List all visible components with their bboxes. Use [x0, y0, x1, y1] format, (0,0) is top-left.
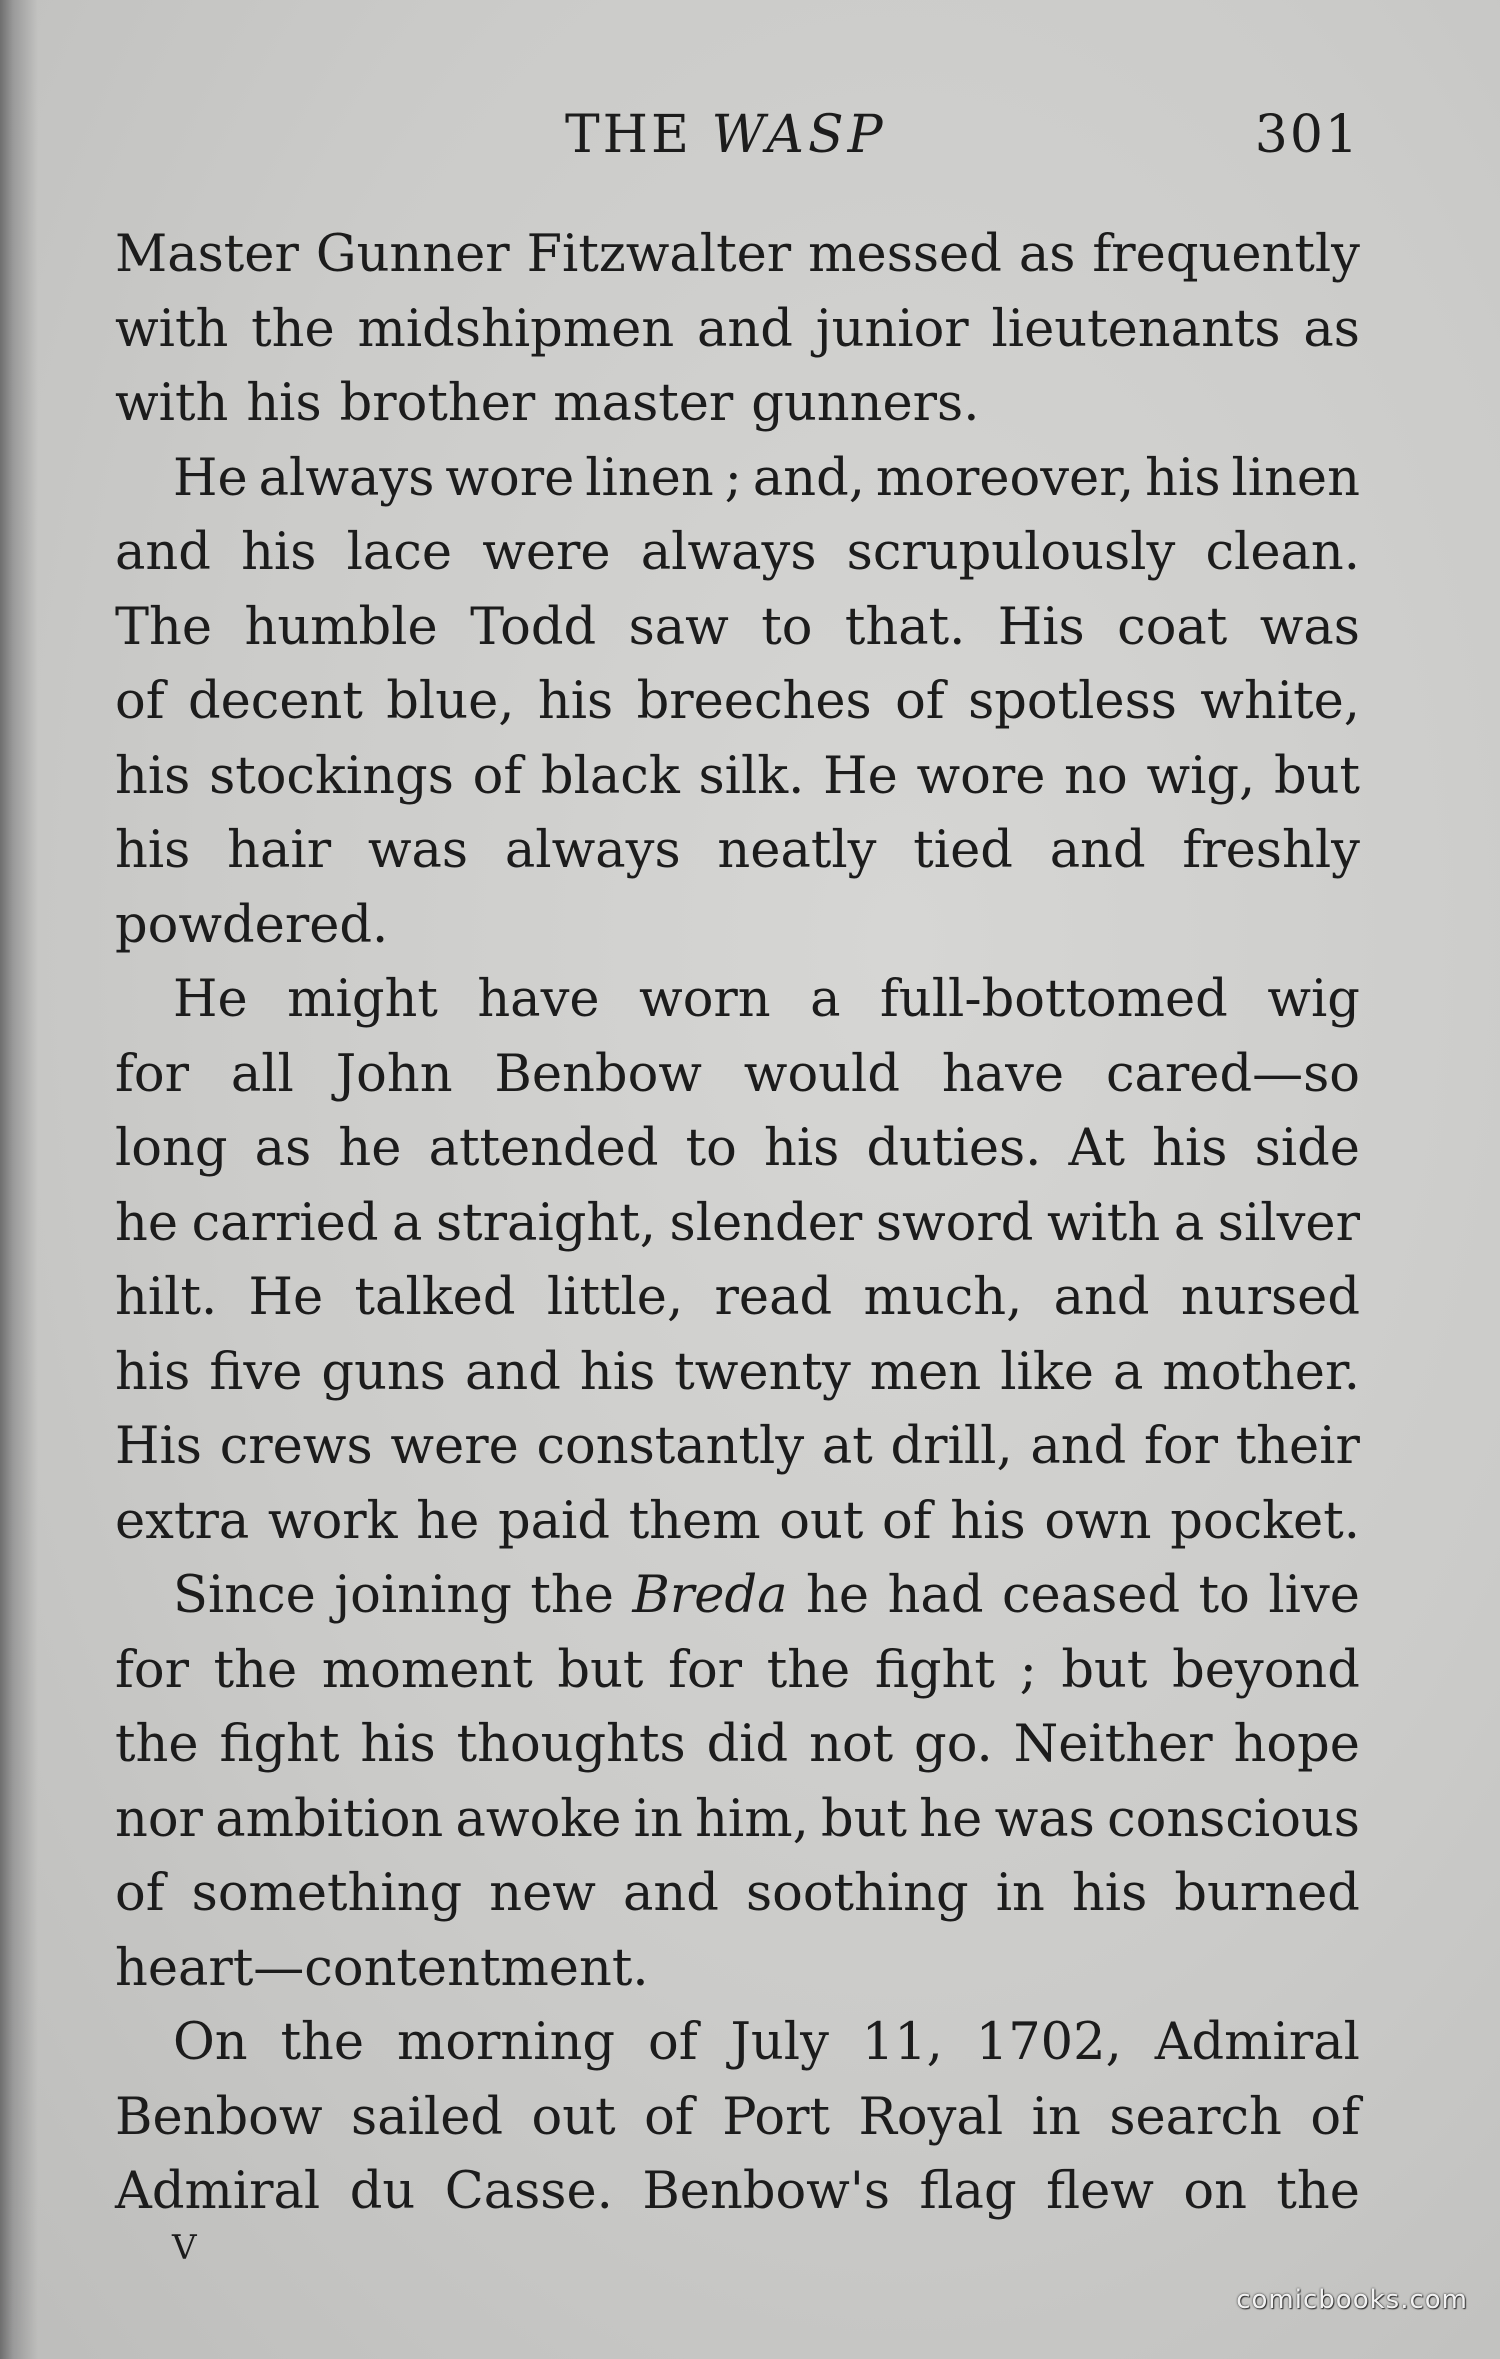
word: and,	[752, 448, 865, 508]
word: flew	[1046, 2162, 1154, 2221]
word: gunners.	[751, 374, 980, 433]
word: have	[477, 970, 600, 1029]
word: and	[1049, 821, 1146, 880]
word: and	[1053, 1268, 1150, 1327]
word: extra	[115, 1491, 250, 1551]
word: beyond	[1172, 1640, 1360, 1700]
word: was	[367, 821, 469, 880]
word: His	[997, 597, 1085, 657]
word: Benbow	[494, 1044, 702, 1104]
word: as	[1303, 299, 1360, 359]
text-line	[115, 889, 1360, 964]
word: always	[258, 448, 435, 508]
word: but	[1273, 746, 1360, 806]
word: guns	[321, 1342, 446, 1402]
word: five	[209, 1342, 303, 1402]
word: a	[392, 1193, 423, 1253]
word: his	[360, 1715, 436, 1774]
word: silver	[1217, 1193, 1360, 1253]
word: ambition	[215, 1789, 444, 1849]
word: out	[779, 1491, 864, 1551]
word: flag	[919, 2162, 1017, 2221]
word: du	[349, 2162, 416, 2221]
word: the	[530, 1566, 614, 1625]
word: as	[1018, 225, 1076, 284]
word: his	[764, 1119, 840, 1178]
text-line	[115, 1857, 1360, 1932]
text-line	[115, 293, 1360, 368]
word: for	[115, 1044, 189, 1104]
word: moreover,	[875, 448, 1135, 508]
word: brother	[339, 374, 536, 433]
word: go.	[914, 1715, 993, 1774]
word: heart—contentment.	[115, 1938, 649, 1998]
word: hilt.	[115, 1268, 218, 1327]
word: own	[1044, 1491, 1152, 1551]
word: moment	[321, 1640, 533, 1700]
word: frequently	[1092, 225, 1360, 284]
word: junior	[815, 299, 969, 359]
word: all	[230, 1044, 294, 1104]
word: had	[887, 1566, 984, 1625]
word: would	[743, 1044, 900, 1104]
word: drill,	[890, 1417, 1013, 1476]
word: crews	[219, 1417, 373, 1476]
word: conscious	[1107, 1789, 1360, 1849]
word: of	[882, 1491, 932, 1551]
word: breeches	[636, 672, 872, 731]
word: was	[1259, 597, 1360, 657]
word: his	[1071, 1864, 1148, 1923]
word: 11,	[861, 2013, 943, 2072]
text-line	[115, 591, 1360, 666]
page-header	[115, 100, 1360, 170]
word: fight	[874, 1640, 995, 1700]
word: Admiral	[1154, 2013, 1360, 2072]
word: wig	[1267, 970, 1360, 1029]
word: morning	[396, 2013, 616, 2072]
word: new	[489, 1864, 596, 1923]
word: of	[472, 746, 523, 806]
word: side	[1254, 1119, 1360, 1178]
word: coat	[1117, 597, 1228, 657]
word: his	[950, 1491, 1026, 1551]
word: stockings	[209, 746, 454, 806]
word: as	[254, 1119, 312, 1178]
word: Benbow	[115, 2087, 323, 2147]
word: of	[1310, 2087, 1360, 2147]
text-line	[115, 1336, 1360, 1411]
word: he	[338, 1119, 402, 1178]
word: to	[685, 1119, 737, 1178]
word: decent	[187, 672, 363, 731]
word: out	[531, 2087, 616, 2147]
word: freshly	[1182, 821, 1360, 880]
word: a	[1112, 1342, 1144, 1402]
word: his	[579, 1342, 656, 1402]
word: with	[115, 299, 229, 359]
word: no	[1064, 746, 1128, 806]
word: sailed	[351, 2087, 504, 2147]
word: saw	[628, 597, 729, 657]
word: hair	[227, 821, 332, 880]
word: him,	[695, 1789, 809, 1849]
word: nursed	[1180, 1268, 1360, 1327]
watermark: comicbooks.com	[1236, 2285, 1468, 2315]
word: He	[248, 1268, 324, 1327]
word: did	[706, 1715, 789, 1774]
word: He	[173, 970, 248, 1029]
signature-mark: V	[172, 2228, 197, 2268]
word: his	[241, 523, 317, 582]
word: his	[1145, 448, 1221, 508]
word: he	[919, 1789, 983, 1849]
word: Port	[722, 2087, 831, 2147]
word: spotless	[968, 672, 1177, 731]
word: and	[464, 1342, 561, 1402]
word: thoughts	[456, 1715, 686, 1774]
word: slender	[669, 1193, 863, 1253]
word: the	[115, 1715, 199, 1774]
word: On	[173, 2013, 248, 2072]
word: like	[1000, 1342, 1094, 1402]
word: At	[1068, 1119, 1125, 1178]
word: his	[246, 374, 322, 433]
text-line	[115, 1634, 1360, 1709]
word: were	[482, 523, 611, 582]
gutter-shadow	[0, 0, 38, 2359]
word: might	[287, 970, 438, 1029]
word: Gunner	[315, 225, 510, 284]
word: with	[1046, 1193, 1161, 1253]
word: for	[115, 1640, 189, 1700]
word: Fitzwalter	[526, 225, 792, 284]
page-number: 301	[1254, 105, 1360, 165]
word: John	[335, 1044, 453, 1104]
word: mother.	[1162, 1342, 1360, 1402]
word: he	[806, 1566, 870, 1625]
text-line	[115, 2006, 1360, 2081]
word: Since	[173, 1566, 316, 1625]
word: their	[1235, 1417, 1360, 1476]
word: the	[766, 1640, 851, 1700]
word: and	[697, 299, 793, 359]
word: little,	[546, 1268, 684, 1327]
text-line	[115, 1485, 1360, 1560]
word: straight,	[436, 1193, 656, 1253]
word: black	[540, 746, 680, 806]
text-line	[115, 1261, 1360, 1336]
word: clean.	[1205, 523, 1360, 582]
word: read	[714, 1268, 833, 1327]
word: his	[115, 1342, 191, 1402]
word: He	[823, 746, 898, 806]
word: of	[115, 1864, 165, 1923]
word: worn	[639, 970, 771, 1029]
text-line	[115, 1932, 1360, 2007]
word: The	[115, 597, 213, 657]
word: to	[761, 597, 813, 657]
word: in	[995, 1864, 1045, 1923]
text-line	[115, 442, 1360, 517]
word: July	[730, 2013, 829, 2072]
word: awoke	[455, 1789, 622, 1849]
word: not	[809, 1715, 894, 1774]
word: in	[1031, 2087, 1081, 2147]
word: ;	[1019, 1640, 1037, 1700]
word: but	[821, 1789, 908, 1849]
word: for	[1144, 1417, 1218, 1476]
word: wig,	[1146, 746, 1256, 806]
word: wore	[916, 746, 1046, 806]
word: silk.	[698, 746, 805, 806]
word: constantly	[536, 1417, 805, 1476]
word: Benbow's	[642, 2162, 891, 2221]
word: blue,	[386, 672, 515, 731]
word: he	[115, 1193, 179, 1253]
word: duties.	[866, 1119, 1042, 1178]
word: on	[1183, 2162, 1247, 2221]
word: have	[941, 1044, 1065, 1104]
running-head-prefix: THE	[565, 105, 712, 165]
word: something	[191, 1864, 463, 1923]
word: but	[557, 1640, 644, 1700]
word: for	[668, 1640, 743, 1700]
text-line	[115, 740, 1360, 815]
word: to	[1198, 1566, 1250, 1625]
word: always	[640, 523, 817, 582]
word: always	[504, 821, 681, 880]
text-line	[115, 1708, 1360, 1783]
text-line	[115, 367, 1360, 442]
text-line	[115, 516, 1360, 591]
word: paid	[497, 1491, 610, 1551]
word: messed	[808, 225, 1002, 284]
word: at	[821, 1417, 873, 1476]
word: powdered.	[115, 895, 389, 955]
word: hope	[1233, 1715, 1360, 1774]
word: His	[115, 1417, 202, 1476]
word: cared—so	[1105, 1044, 1360, 1104]
word: men	[869, 1342, 982, 1402]
word: attended	[428, 1119, 659, 1178]
word: Neither	[1013, 1715, 1213, 1774]
text-line	[115, 1783, 1360, 1858]
word: Admiral	[115, 2162, 321, 2221]
word: live	[1268, 1566, 1360, 1625]
word: much,	[863, 1268, 1023, 1327]
word: humble	[244, 597, 438, 657]
word: but	[1061, 1640, 1148, 1700]
word: with	[115, 374, 229, 433]
word: the	[280, 2013, 365, 2072]
word: 1702,	[975, 2013, 1122, 2072]
text-line	[115, 814, 1360, 889]
word: twenty	[674, 1342, 851, 1402]
word: Todd	[470, 597, 597, 657]
word: of	[115, 672, 165, 731]
word: lieutenants	[991, 299, 1281, 359]
word: sword	[875, 1193, 1034, 1253]
word: soothing	[745, 1864, 969, 1923]
word: and	[623, 1864, 719, 1923]
word: his	[537, 672, 614, 731]
body-text	[115, 218, 1360, 2230]
running-head-italic: WASP	[711, 105, 887, 165]
word: of	[644, 2087, 694, 2147]
text-line	[115, 218, 1360, 293]
word: scrupulously	[846, 523, 1176, 582]
text-line	[115, 1187, 1360, 1262]
word: the	[251, 299, 335, 359]
word: his	[115, 746, 191, 806]
word: long	[115, 1119, 228, 1178]
word: tied	[913, 821, 1013, 880]
word: the	[213, 1640, 298, 1700]
word: a	[1173, 1193, 1205, 1253]
word: his	[115, 821, 191, 880]
word: he	[416, 1491, 480, 1551]
text-line	[115, 665, 1360, 740]
word: wore	[445, 448, 575, 508]
text-line	[115, 963, 1360, 1038]
word: Casse.	[444, 2162, 613, 2221]
word: nor	[115, 1789, 203, 1849]
word: ;	[724, 448, 742, 508]
word: a	[810, 970, 841, 1029]
word: master	[553, 374, 734, 433]
word: and	[115, 523, 211, 582]
word: were	[390, 1417, 519, 1476]
word: Breda	[632, 1566, 788, 1625]
word: search	[1109, 2087, 1282, 2147]
text-line	[115, 1410, 1360, 1485]
word: burned	[1174, 1864, 1360, 1923]
word: lace	[346, 523, 453, 582]
word: carried	[191, 1193, 379, 1253]
text-line	[115, 1038, 1360, 1113]
word: them	[628, 1491, 761, 1551]
word: joining	[334, 1566, 512, 1625]
word: work	[267, 1491, 398, 1551]
word: neatly	[717, 821, 877, 880]
word: talked	[354, 1268, 516, 1327]
text-line	[115, 1112, 1360, 1187]
word: pocket.	[1170, 1491, 1360, 1551]
word: white,	[1200, 672, 1360, 731]
word: ceased	[1001, 1566, 1181, 1625]
word: He	[173, 448, 248, 508]
word: and	[1030, 1417, 1127, 1476]
word: linen	[585, 448, 714, 508]
text-line	[115, 2155, 1360, 2230]
word: linen	[1231, 448, 1360, 508]
word: of	[895, 672, 945, 731]
word: of	[647, 2013, 698, 2072]
word: the	[1276, 2162, 1360, 2221]
word: Royal	[858, 2087, 1004, 2147]
word: fight	[219, 1715, 340, 1774]
word: in	[633, 1789, 683, 1849]
text-line	[115, 1559, 1360, 1634]
word: Master	[115, 225, 299, 284]
word: that.	[844, 597, 966, 657]
word: his	[1152, 1119, 1228, 1178]
text-line	[115, 2081, 1360, 2156]
running-head	[565, 100, 887, 170]
word: full-bottomed	[880, 970, 1228, 1029]
word: midshipmen	[357, 299, 675, 359]
word: was	[994, 1789, 1095, 1849]
